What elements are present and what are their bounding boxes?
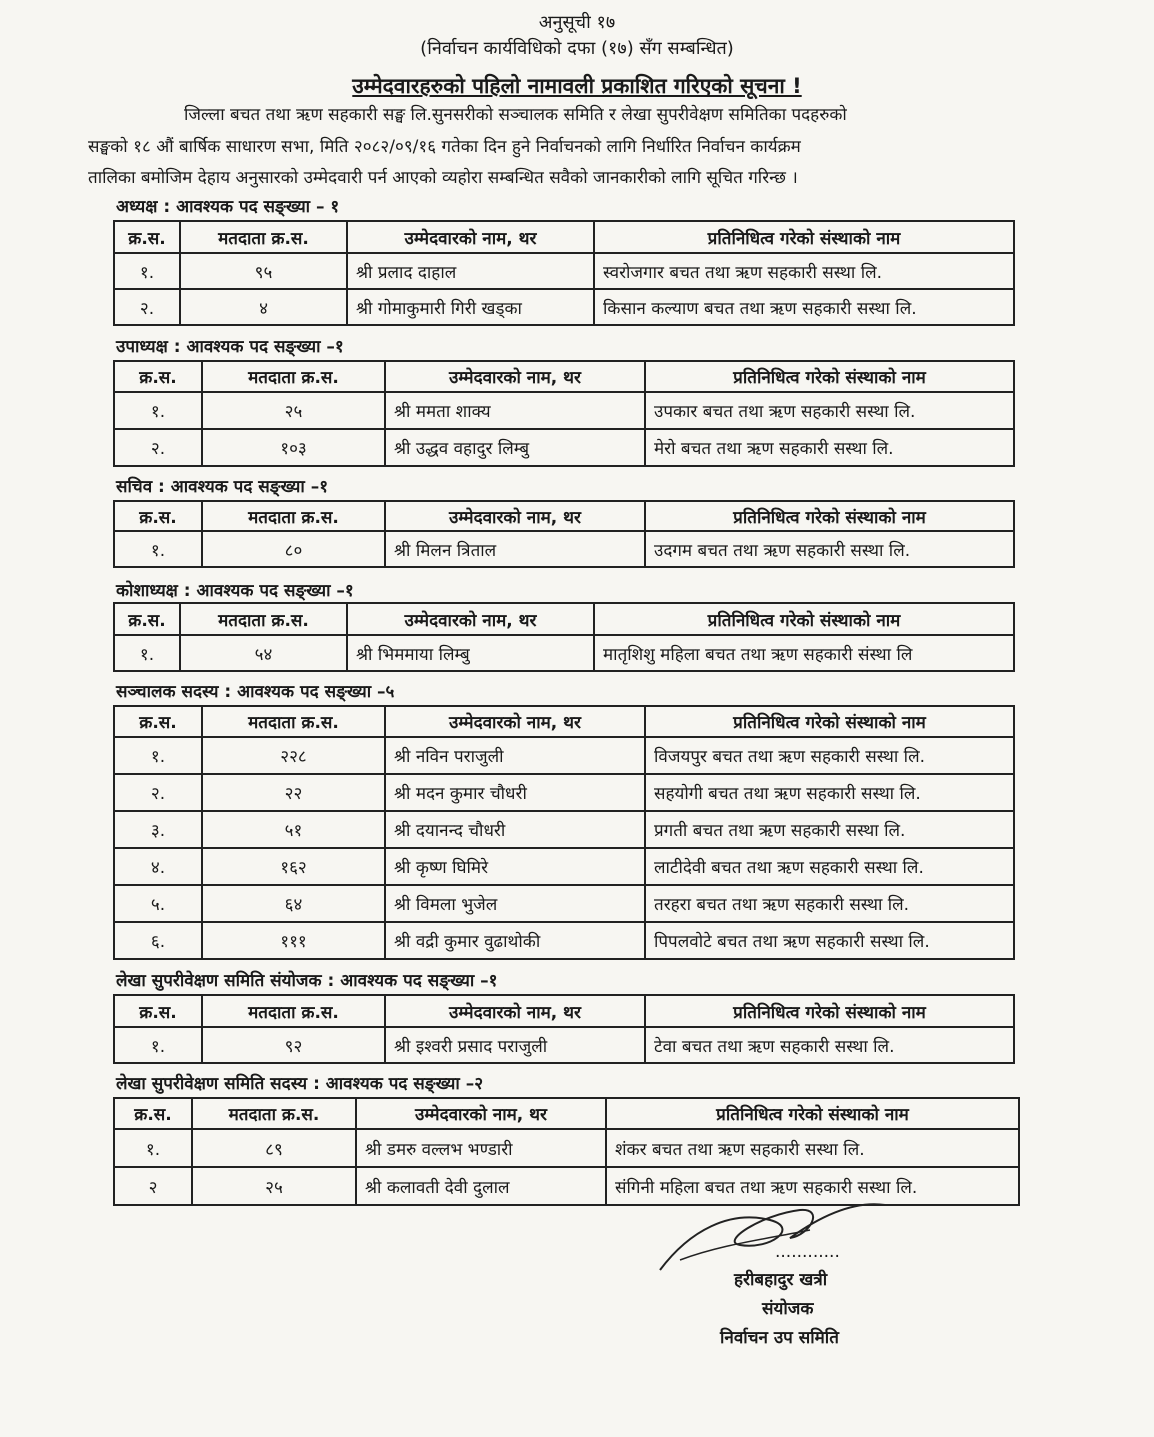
intro-line-3: तालिका बमोजिम देहाय अनुसारको उम्मेदवारी पर्न आएको व्यहोरा सम्बन्धित सवैको जानकारीको लागि सूचित गरिन्छ ।: [88, 168, 798, 188]
table-row: [114, 737, 1014, 774]
column-header-sn: क्र.स.: [114, 361, 202, 392]
cell-name: श्री कृष्ण घिमिरे: [385, 848, 645, 885]
section-title: लेखा सुपरीवेक्षण समिति संयोजक : आवश्यक पद सङ्ख्या –१: [116, 971, 498, 991]
column-header-org: प्रतिनिधित्व गरेको संस्थाको नाम: [645, 361, 1014, 392]
cell-voter: २५: [192, 1167, 356, 1205]
cell-org: स्वरोजगार बचत तथा ऋण सहकारी सस्था लि.: [594, 253, 1014, 289]
section-title: सचिव : आवश्यक पद सङ्ख्या –१: [116, 477, 329, 497]
table-header-row: [114, 995, 1014, 1027]
cell-org: उदगम बचत तथा ऋण सहकारी सस्था लि.: [645, 531, 1014, 567]
cell-sn: ५.: [114, 885, 202, 922]
column-header-voter: मतदाता क्र.स.: [202, 995, 385, 1027]
cell-name: श्री डमरु वल्लभ भण्डारी: [356, 1129, 606, 1167]
cell-org: शंकर बचत तथा ऋण सहकारी सस्था लि.: [606, 1129, 1019, 1167]
cell-sn: ४.: [114, 848, 202, 885]
cell-org: प्रगती बचत तथा ऋण सहकारी सस्था लि.: [645, 811, 1014, 848]
column-header-name: उम्मेदवारको नाम, थर: [385, 995, 645, 1027]
cell-name: श्री प्रलाद दाहाल: [347, 253, 594, 289]
column-header-voter: मतदाता क्र.स.: [180, 603, 347, 635]
table-row: [114, 774, 1014, 811]
column-header-org: प्रतिनिधित्व गरेको संस्थाको नाम: [606, 1098, 1019, 1129]
candidate-table: [113, 602, 1015, 672]
table-header-row: [114, 1098, 1019, 1129]
cell-sn: १.: [114, 737, 202, 774]
candidate-table: [113, 360, 1015, 467]
cell-sn: ३.: [114, 811, 202, 848]
candidate-table: [113, 500, 1015, 568]
cell-org: सहयोगी बचत तथा ऋण सहकारी सस्था लि.: [645, 774, 1014, 811]
column-header-org: प्रतिनिधित्व गरेको संस्थाको नाम: [645, 501, 1014, 531]
cell-org: पिपलवोटे बचत तथा ऋण सहकारी सस्था लि.: [645, 922, 1014, 959]
column-header-name: उम्मेदवारको नाम, थर: [347, 603, 594, 635]
cell-voter: ५१: [202, 811, 385, 848]
column-header-name: उम्मेदवारको नाम, थर: [385, 706, 645, 737]
cell-org: मेरो बचत तथा ऋण सहकारी सस्था लि.: [645, 429, 1014, 466]
cell-voter: ८९: [192, 1129, 356, 1167]
table-header-row: [114, 221, 1014, 253]
column-header-voter: मतदाता क्र.स.: [202, 361, 385, 392]
cell-sn: १.: [114, 1129, 192, 1167]
signatory-committee: निर्वाचन उप समिति: [720, 1328, 839, 1348]
section-title: कोशाध्यक्ष : आवश्यक पद सङ्ख्या –१: [116, 581, 354, 601]
table-row: [114, 848, 1014, 885]
cell-name: श्री गोमाकुमारी गिरी खड्का: [347, 289, 594, 325]
intro-line-1: जिल्ला बचत तथा ऋण सहकारी सङ्घ लि.सुनसरीको सञ्चालक समिति र लेखा सुपरीवेक्षण समितिका पदहरुको: [184, 105, 847, 125]
column-header-name: उम्मेदवारको नाम, थर: [385, 501, 645, 531]
table-row: [114, 1027, 1014, 1063]
section-title: उपाध्यक्ष : आवश्यक पद सङ्ख्या –१: [116, 337, 344, 357]
cell-org: संगिनी महिला बचत तथा ऋण सहकारी सस्था लि.: [606, 1167, 1019, 1205]
cell-voter: १६२: [202, 848, 385, 885]
cell-voter: ९५: [180, 253, 347, 289]
cell-sn: २.: [114, 289, 180, 325]
column-header-sn: क्र.स.: [114, 501, 202, 531]
cell-voter: २२: [202, 774, 385, 811]
cell-voter: ९२: [202, 1027, 385, 1063]
cell-sn: २.: [114, 774, 202, 811]
cell-org: उपकार बचत तथा ऋण सहकारी सस्था लि.: [645, 392, 1014, 429]
cell-name: श्री दयानन्द चौधरी: [385, 811, 645, 848]
schedule-number: अनुसूची १७: [538, 12, 616, 33]
cell-org: तरहरा बचत तथा ऋण सहकारी सस्था लि.: [645, 885, 1014, 922]
table-row: [114, 922, 1014, 959]
cell-sn: १.: [114, 392, 202, 429]
column-header-voter: मतदाता क्र.स.: [192, 1098, 356, 1129]
cell-voter: ६४: [202, 885, 385, 922]
section-title: सञ्चालक सदस्य : आवश्यक पद सङ्ख्या –५: [116, 682, 395, 702]
table-row: [114, 885, 1014, 922]
table-header-row: [114, 361, 1014, 392]
cell-voter: ५४: [180, 635, 347, 671]
notice-title: उम्मेदवारहरुको पहिलो नामावली प्रकाशित गरिएको सूचना !: [352, 74, 802, 98]
cell-name: श्री विमला भुजेल: [385, 885, 645, 922]
intro-line-2: सङ्घको १८ औं बार्षिक साधारण सभा, मिति २०८२/०९/१६ गतेका दिन हुने निर्वाचनको लागि निर्धारित निर्वाचन कार्यक्रम: [88, 137, 801, 157]
column-header-sn: क्र.स.: [114, 603, 180, 635]
column-header-org: प्रतिनिधित्व गरेको संस्थाको नाम: [645, 995, 1014, 1027]
column-header-sn: क्र.स.: [114, 995, 202, 1027]
table-header-row: [114, 706, 1014, 737]
cell-name: श्री वद्री कुमार वुढाथोकी: [385, 922, 645, 959]
cell-sn: १.: [114, 253, 180, 289]
column-header-org: प्रतिनिधित्व गरेको संस्थाको नाम: [594, 221, 1014, 253]
table-header-row: [114, 603, 1014, 635]
column-header-voter: मतदाता क्र.स.: [202, 501, 385, 531]
signatory-name: हरीबहादुर खत्री: [734, 1270, 828, 1290]
table-row: [114, 1129, 1019, 1167]
table-row: [114, 635, 1014, 671]
cell-voter: १११: [202, 922, 385, 959]
column-header-name: उम्मेदवारको नाम, थर: [385, 361, 645, 392]
candidate-table: [113, 220, 1015, 326]
table-row: [114, 429, 1014, 466]
cell-voter: ८०: [202, 531, 385, 567]
cell-sn: २: [114, 1167, 192, 1205]
column-header-voter: मतदाता क्र.स.: [180, 221, 347, 253]
cell-voter: ४: [180, 289, 347, 325]
cell-name: श्री नविन पराजुली: [385, 737, 645, 774]
table-row: [114, 289, 1014, 325]
candidate-table: [113, 994, 1015, 1064]
candidate-table: [113, 705, 1015, 960]
table-header-row: [114, 501, 1014, 531]
cell-sn: ६.: [114, 922, 202, 959]
cell-org: मातृशिशु महिला बचत तथा ऋण सहकारी संस्था लि: [594, 635, 1014, 671]
cell-sn: १.: [114, 531, 202, 567]
cell-voter: २५: [202, 392, 385, 429]
table-row: [114, 531, 1014, 567]
column-header-sn: क्र.स.: [114, 1098, 192, 1129]
signature-dots: ............: [775, 1242, 840, 1262]
section-title: अध्यक्ष : आवश्यक पद सङ्ख्या – १: [116, 197, 340, 217]
cell-voter: २२८: [202, 737, 385, 774]
cell-sn: २.: [114, 429, 202, 466]
cell-org: टेवा बचत तथा ऋण सहकारी सस्था लि.: [645, 1027, 1014, 1063]
signatory-role: संयोजक: [762, 1299, 814, 1319]
cell-name: श्री मदन कुमार चौधरी: [385, 774, 645, 811]
column-header-sn: क्र.स.: [114, 706, 202, 737]
cell-name: श्री कलावती देवी दुलाल: [356, 1167, 606, 1205]
cell-org: लाटीदेवी बचत तथा ऋण सहकारी सस्था लि.: [645, 848, 1014, 885]
cell-voter: १०३: [202, 429, 385, 466]
cell-name: श्री इश्वरी प्रसाद पराजुली: [385, 1027, 645, 1063]
section-title: लेखा सुपरीवेक्षण समिति सदस्य : आवश्यक पद सङ्ख्या –२: [116, 1074, 484, 1094]
column-header-voter: मतदाता क्र.स.: [202, 706, 385, 737]
cell-name: श्री मिलन त्रिताल: [385, 531, 645, 567]
column-header-sn: क्र.स.: [114, 221, 180, 253]
cell-name: श्री भिममाया लिम्बु: [347, 635, 594, 671]
table-row: [114, 392, 1014, 429]
cell-name: श्री ममता शाक्य: [385, 392, 645, 429]
cell-name: श्री उद्धव वहादुर लिम्बु: [385, 429, 645, 466]
cell-org: किसान कल्याण बचत तथा ऋण सहकारी सस्था लि.: [594, 289, 1014, 325]
column-header-org: प्रतिनिधित्व गरेको संस्थाको नाम: [645, 706, 1014, 737]
cell-sn: १.: [114, 1027, 202, 1063]
column-header-org: प्रतिनिधित्व गरेको संस्थाको नाम: [594, 603, 1014, 635]
cell-org: विजयपुर बचत तथा ऋण सहकारी सस्था लि.: [645, 737, 1014, 774]
schedule-reference: (निर्वाचन कार्यविधिको दफा (१७) सँग सम्बन्धित): [420, 38, 734, 59]
table-row: [114, 811, 1014, 848]
table-row: [114, 253, 1014, 289]
cell-sn: १.: [114, 635, 180, 671]
column-header-name: उम्मेदवारको नाम, थर: [356, 1098, 606, 1129]
column-header-name: उम्मेदवारको नाम, थर: [347, 221, 594, 253]
